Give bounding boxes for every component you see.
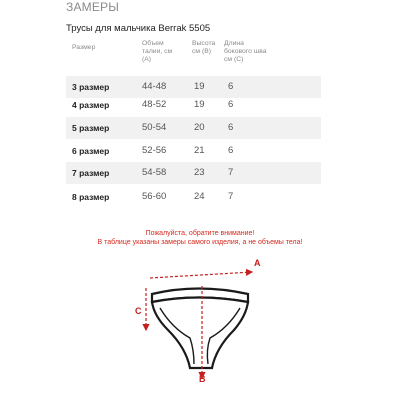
table-row <box>66 140 321 162</box>
table-row <box>66 162 321 184</box>
cell-height: 19 <box>194 81 205 92</box>
cell-waist: 44-48 <box>142 81 167 92</box>
cell-height: 19 <box>194 99 205 110</box>
briefs-measurement-diagram <box>120 250 280 390</box>
warning-note-line1: Пожалуйста, обратите внимание! <box>145 230 255 237</box>
header-height: Высота см (В) <box>192 40 216 55</box>
cell-size: 4 размер <box>72 100 110 110</box>
section-title: ЗАМЕРЫ <box>66 0 120 14</box>
cell-waist: 54-58 <box>142 167 167 178</box>
header-seam: Длина бокового шва см (С) <box>224 40 267 63</box>
cell-height: 23 <box>194 167 205 178</box>
cell-waist: 56-60 <box>142 191 167 202</box>
table-header <box>66 40 321 74</box>
cell-height: 21 <box>194 145 205 156</box>
size-table <box>66 40 321 202</box>
table-row <box>66 186 321 208</box>
cell-waist: 52-56 <box>142 145 167 156</box>
warning-note-line2: В таблице указаны замеры самого изделия, а не объемы тела! <box>97 239 303 246</box>
label-b: B <box>199 374 206 384</box>
label-c: C <box>135 306 142 316</box>
measure-line-a <box>150 272 252 278</box>
cell-waist: 48-52 <box>142 99 167 110</box>
cell-seam: 7 <box>228 191 234 202</box>
cell-size: 6 размер <box>72 146 110 156</box>
cell-seam: 6 <box>228 99 234 110</box>
product-title: Трусы для мальчика Berrak 5505 <box>66 23 211 34</box>
cell-size: 7 размер <box>72 168 110 178</box>
cell-height: 24 <box>194 191 205 202</box>
table-row <box>66 94 321 116</box>
table-row <box>66 117 321 139</box>
cell-seam: 7 <box>228 167 234 178</box>
cell-waist: 50-54 <box>142 122 167 133</box>
cell-seam: 6 <box>228 145 234 156</box>
cell-height: 20 <box>194 122 205 133</box>
cell-size: 5 размер <box>72 123 110 133</box>
cell-size: 8 размер <box>72 192 110 202</box>
briefs-body <box>152 298 248 369</box>
cell-seam: 6 <box>228 122 234 133</box>
cell-size: 3 размер <box>72 82 110 92</box>
label-a: A <box>254 258 261 268</box>
header-size: Размер <box>72 44 96 51</box>
header-waist: Объем талии, см (А) <box>142 40 173 63</box>
cell-seam: 6 <box>228 81 234 92</box>
